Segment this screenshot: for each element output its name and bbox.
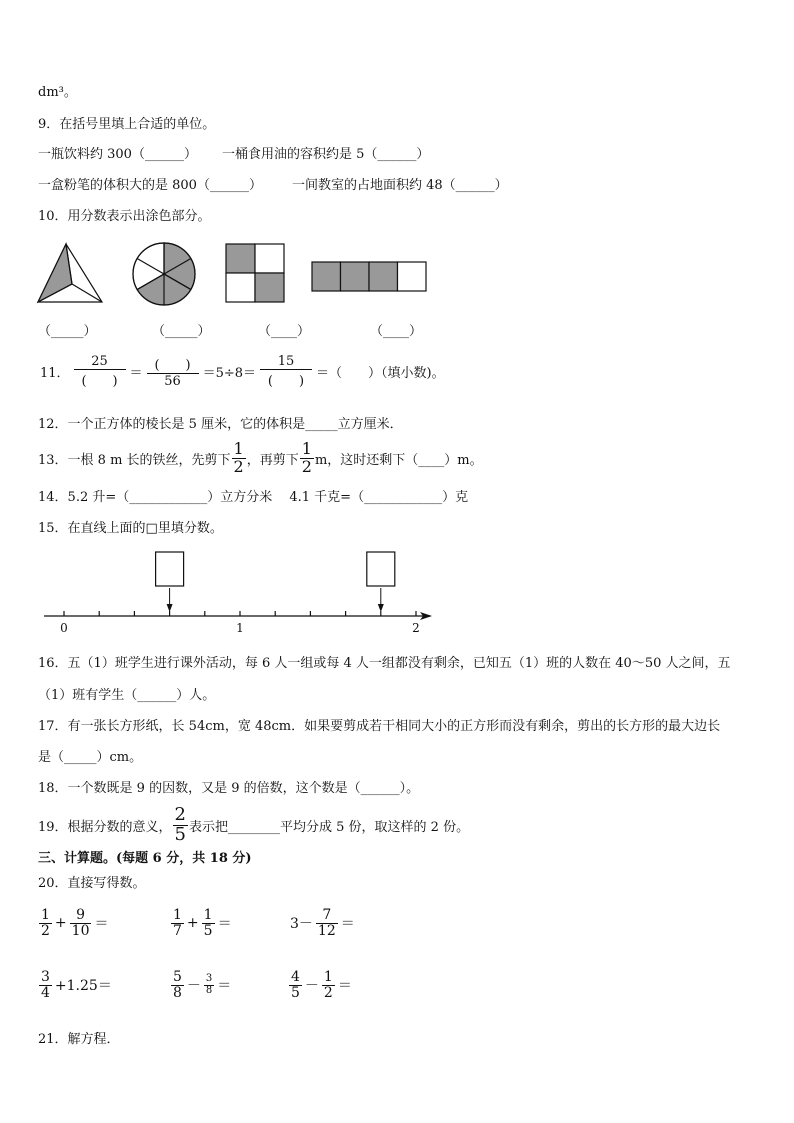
q17-line-2: 是（_____）cm。 xyxy=(38,750,143,765)
q13-part3: m，这时还剩下（____）m。 xyxy=(314,452,483,468)
q11-frac2-den: 56 xyxy=(164,374,181,389)
q19-frac-num: 2 xyxy=(174,804,186,825)
q20-expression-3 xyxy=(288,908,357,938)
q13-frac1-den: 2 xyxy=(233,456,244,476)
q20-e1-eq: ＝ xyxy=(94,916,109,933)
q19-part1: 19．根据分数的意义， xyxy=(38,819,172,835)
q15-number-line xyxy=(40,548,440,640)
q10-stem: 10．用分数表示出涂色部分。 xyxy=(38,209,211,224)
q13-row xyxy=(38,441,483,476)
shaded-rectangle-figure xyxy=(312,262,426,291)
q10-answer-2: （_____） xyxy=(152,324,211,339)
q15-stem: 15．在直线上面的□里填分数。 xyxy=(38,521,223,536)
q20-e6-frac-a: $\frac{4}{5}$ xyxy=(291,969,300,1001)
q19-part2: 表示把________平均分成 5 份，取这样的 2 份。 xyxy=(189,819,470,835)
q9-item-2: 一桶食用油的容积约是 5（______） xyxy=(222,147,430,162)
q11-fraction-1 xyxy=(74,354,126,389)
q9-stem: 9．在括号里填上合适的单位。 xyxy=(38,117,216,132)
q11-tail: ＝（ ）（填小数)。 xyxy=(316,366,445,381)
tick-label: 2 xyxy=(412,621,420,635)
q11-frac1-num: 25 xyxy=(74,354,126,370)
section-3-title: 三、计算题。(每题 6 分，共 18 分) xyxy=(38,851,252,866)
q20-stem: 20．直接写得数。 xyxy=(38,876,146,891)
q9-item-3: 一盒粉笔的体积大的是 800（______） xyxy=(38,178,262,193)
q20-e5-op: － xyxy=(186,978,201,995)
q11-frac3-den: ( ) xyxy=(267,374,305,389)
q20-e1-op: + xyxy=(54,915,67,932)
q20-e5-eq: ＝ xyxy=(217,978,232,995)
shaded-circle-figure xyxy=(133,243,195,305)
q20-e3-frac-b: $\frac{7}{12}$ xyxy=(317,907,336,939)
q20-e2-eq: ＝ xyxy=(217,916,232,933)
q20-e1-frac-a: $\frac{1}{2}$ xyxy=(41,907,50,939)
q20-e5-frac-b: $\frac{3}{8}$ xyxy=(205,973,213,996)
q19-fraction xyxy=(173,806,188,845)
q19-row xyxy=(38,806,469,845)
q11-eq: ＝ xyxy=(129,366,143,381)
page-fragment: dm³。 xyxy=(38,85,77,100)
q20-e4-rest: +1.25＝ xyxy=(54,978,112,995)
q9-item-1: 一瓶饮料约 300（______） xyxy=(38,147,197,162)
q12-text: 12．一个正方体的棱长是 5 厘米，它的体积是_____立方厘米． xyxy=(38,417,403,432)
q21-stem: 21．解方程． xyxy=(38,1032,120,1047)
q13-frac2-den: 2 xyxy=(301,456,312,476)
q18-text: 18．一个数既是 9 的因数，又是 9 的倍数，这个数是（______）。 xyxy=(38,781,420,796)
q19-frac-den: 5 xyxy=(174,823,186,845)
pointer-arrow xyxy=(167,604,173,612)
pointer-arrow xyxy=(378,604,384,612)
q20-e2-op: + xyxy=(186,915,199,932)
q20-e2-frac-b: $\frac{1}{5}$ xyxy=(203,907,213,939)
q20-e6-eq: ＝ xyxy=(337,978,352,995)
q20-e6-op: － xyxy=(304,978,319,995)
q10-answer-4: （____） xyxy=(370,324,423,339)
q20-expression-2 xyxy=(170,908,234,938)
q13-fraction-2 xyxy=(300,441,314,476)
q13-frac2-num: 1 xyxy=(301,439,312,458)
shaded-square-figure xyxy=(226,244,284,302)
q11-fraction-2 xyxy=(147,354,199,389)
q20-expression-6 xyxy=(288,970,354,1000)
q11-fraction-3 xyxy=(260,354,312,389)
q11-mid: ＝5÷8＝ xyxy=(202,366,256,381)
q16-line-2: （1）班有学生（______）人。 xyxy=(38,688,216,703)
q13-part2: ，再剪下 xyxy=(246,452,299,468)
q16-line-1: 16．五（1）班学生进行课外活动，每 6 人一组或每 4 人一组都没有剩余，已知五（1）班的人数在 40～50 人之间，五 xyxy=(38,656,731,671)
q20-expression-1 xyxy=(38,908,110,938)
q20-e2-frac-a: $\frac{1}{7}$ xyxy=(173,907,182,939)
q20-expression-5 xyxy=(170,970,233,1000)
q20-e6-frac-b: $\frac{1}{2}$ xyxy=(323,969,333,1001)
q10-figures xyxy=(36,240,436,308)
q20-e3-pre: 3－ xyxy=(290,916,313,933)
q20-e4-frac-a: $\frac{3}{4}$ xyxy=(41,969,50,1001)
answer-box xyxy=(367,552,395,586)
q14-text: 14．5.2 升=（____________）立方分米 4.1 千克=（____________）克 xyxy=(38,490,469,505)
q10-answer-1: （_____） xyxy=(38,324,97,339)
q11-number: 11． xyxy=(40,366,70,381)
q10-answer-3: （____） xyxy=(258,324,311,339)
q17-line-1: 17．有一张长方形纸，长 54cm，宽 48cm．如果要剪成若干相同大小的正方形而没有剩余，剪出的长方形的最大边长 xyxy=(38,719,721,734)
q9-item-4: 一间教室的占地面积约 48（______） xyxy=(292,178,508,193)
q11-frac3-num: 15 xyxy=(260,354,312,370)
q11-frac2-num: ( ) xyxy=(147,354,199,374)
q13-fraction-1 xyxy=(232,441,246,476)
q11-row xyxy=(38,354,447,389)
tick-label: 1 xyxy=(236,621,244,635)
q20-e5-frac-a: $\frac{5}{8}$ xyxy=(173,969,182,1001)
q11-frac1-den: ( ) xyxy=(81,374,118,389)
shaded-triangle-figure xyxy=(38,244,102,302)
tick-label: 0 xyxy=(60,621,68,635)
q13-part1: 13．一根 8 m 长的铁丝，先剪下 xyxy=(38,452,231,468)
q20-e1-frac-b: $\frac{9}{10}$ xyxy=(71,907,90,939)
q20-expression-4 xyxy=(38,970,114,1000)
q20-e3-eq: ＝ xyxy=(340,916,355,933)
answer-box xyxy=(156,552,184,586)
q13-frac1-num: 1 xyxy=(233,439,244,458)
